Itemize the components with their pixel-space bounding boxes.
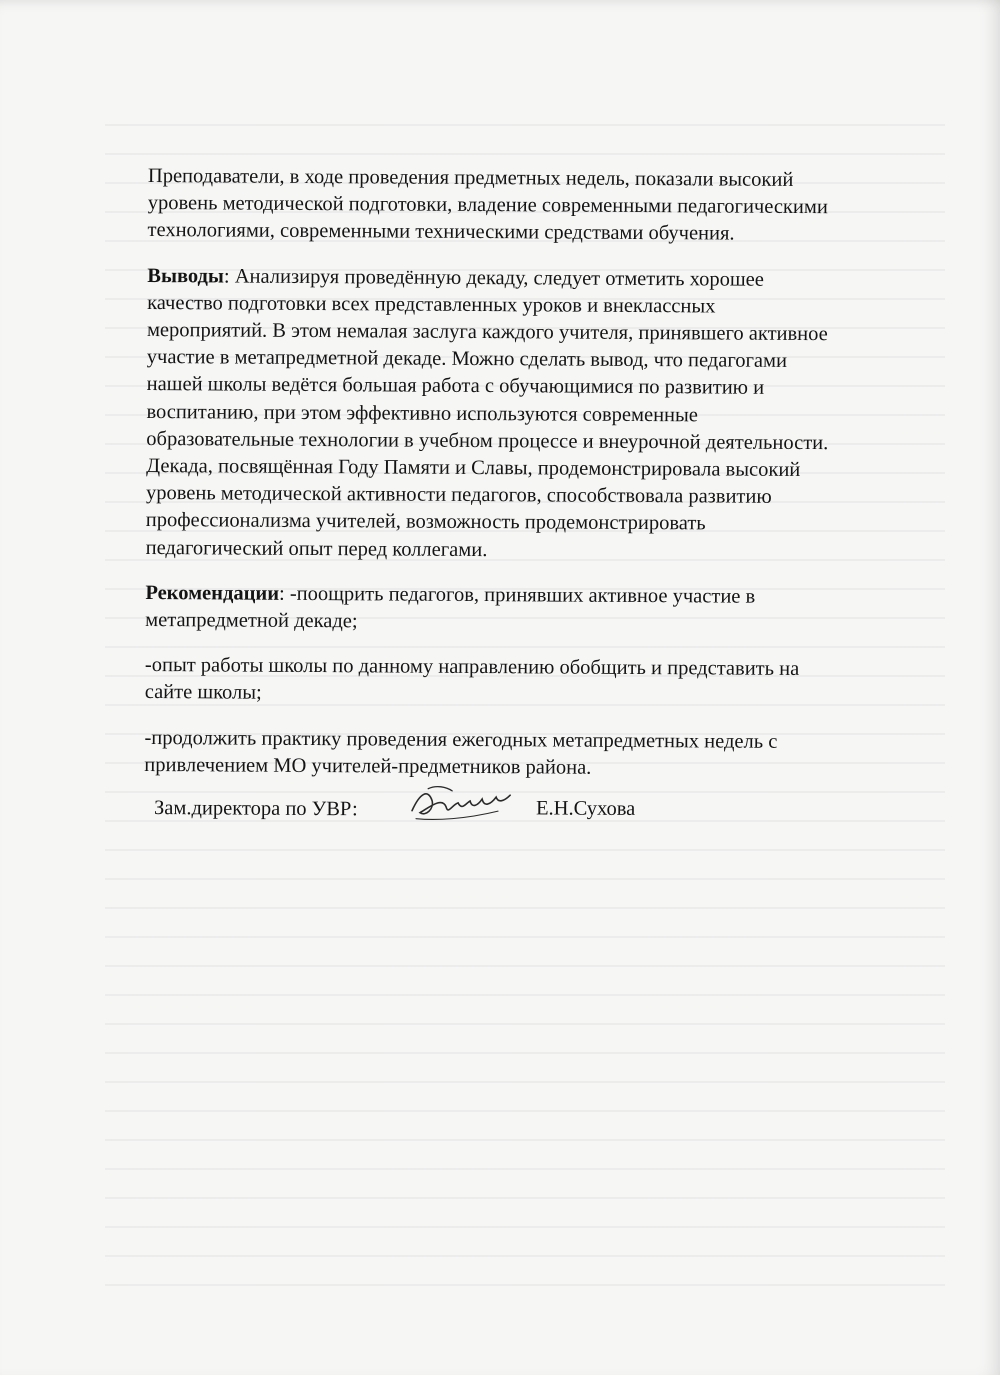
signature-name: Е.Н.Сухова xyxy=(535,797,636,821)
recommendation-item-2: -опыт работы школы по данному направлению обобщить и представить на сайте школы; xyxy=(144,654,800,705)
conclusions-paragraph xyxy=(146,263,938,567)
recommendation-item-3: -продолжить практику проведения ежегодных метапредметных недель с привлечением МО учителей-предметников района. xyxy=(144,726,778,779)
recommendations-text: : -поощрить педагогов, принявших активное участие в метапредметной декаде; xyxy=(145,582,756,633)
conclusions-label: Выводы xyxy=(147,264,225,288)
recommendations-label: Рекомендации xyxy=(145,581,280,605)
handwritten-signature xyxy=(406,781,516,828)
document-body xyxy=(144,163,938,838)
recommendations-paragraph xyxy=(145,580,935,639)
signature-block xyxy=(144,793,934,838)
intro-paragraph: Преподаватели, в ходе проведения предметных недель, показали высокий уровень методической подготовки, владение современными педагогическими технологиями, современными техническими средствами обучения. xyxy=(147,164,828,245)
conclusions-text: : Анализируя проведённую декаду, следует отметить хорошее качество подготовки всех представленных уроков и внеклассных мероприятий. В этом немалая заслуга каждого учителя, принявшего активное участие в метапредметной декаде. Можно сделать вывод, что педагогами нашей школы ведётся большая работа с обучающимися по развитию и воспитанию, при этом эффективно используются современные образовательные технологии в учебном процессе и внеурочной деятельности. Декада, посвящённая Году Памяти и Славы, продемонстрировала высокий уровень методической активности педагогов, способствовала развитию профессионализма учителей, возможность продемонстрировать педагогический опыт перед коллегами. xyxy=(145,265,829,561)
signature-label: Зам.директора по УВР: xyxy=(153,797,358,821)
